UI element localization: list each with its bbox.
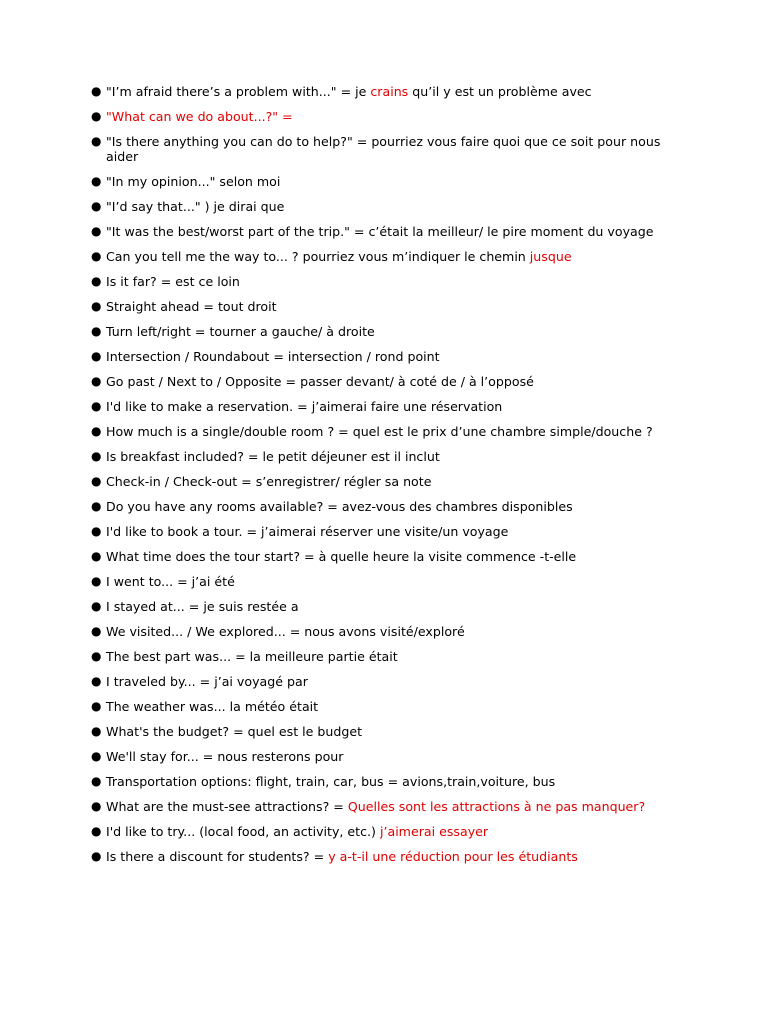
phrase-text: [106, 574, 691, 589]
phrase-text: [106, 374, 691, 389]
bullet-icon: ●: [91, 674, 102, 688]
phrase-text: [106, 499, 691, 514]
text-segment: Turn left/right = tourner a gauche/ à droite: [106, 324, 375, 339]
text-segment: "Is there anything you can do to help?" = pourriez vous faire quoi que ce soit pour nous aider: [106, 134, 661, 164]
bullet-icon: ●: [91, 399, 102, 413]
list-item: [91, 774, 691, 789]
text-segment: Check-in / Check-out = s’enregistrer/ régler sa note: [106, 474, 432, 489]
list-item: [91, 84, 691, 99]
phrase-text: [106, 624, 691, 639]
text-segment: Do you have any rooms available? = avez-vous des chambres disponibles: [106, 499, 573, 514]
list-item: [91, 134, 691, 164]
phrase-text: [106, 134, 691, 164]
phrase-text: [106, 799, 691, 814]
list-item: [91, 674, 691, 689]
list-item: [91, 224, 691, 239]
phrase-text: [106, 249, 691, 264]
phrase-list: [91, 84, 691, 874]
text-segment: I'd like to make a reservation. = j’aimerai faire une réservation: [106, 399, 503, 414]
bullet-icon: ●: [91, 424, 102, 438]
text-segment: What time does the tour start? = à quelle heure la visite commence -t-elle: [106, 549, 577, 564]
phrase-text: [106, 849, 691, 864]
bullet-icon: ●: [91, 824, 102, 838]
bullet-icon: ●: [91, 109, 102, 123]
bullet-icon: ●: [91, 524, 102, 538]
bullet-icon: ●: [91, 299, 102, 313]
list-item: [91, 749, 691, 764]
text-segment: How much is a single/double room ? = quel est le prix d’une chambre simple/douche ?: [106, 424, 653, 439]
list-item: [91, 474, 691, 489]
list-item: [91, 699, 691, 714]
bullet-icon: ●: [91, 374, 102, 388]
bullet-icon: ●: [91, 574, 102, 588]
text-segment: Transportation options: flight, train, car, bus = avions,train,voiture, bus: [106, 774, 556, 789]
list-item: [91, 109, 691, 124]
highlighted-segment: crains: [370, 84, 409, 99]
list-item: [91, 599, 691, 614]
phrase-text: [106, 774, 691, 789]
bullet-icon: ●: [91, 724, 102, 738]
text-segment: "I’m afraid there’s a problem with..." = je: [106, 84, 371, 99]
list-item: [91, 299, 691, 314]
phrase-text: [106, 349, 691, 364]
text-segment: The best part was... = la meilleure partie était: [106, 649, 398, 664]
bullet-icon: ●: [91, 799, 102, 813]
text-segment: Intersection / Roundabout = intersection / rond point: [106, 349, 440, 364]
list-item: [91, 499, 691, 514]
bullet-icon: ●: [91, 849, 102, 863]
text-segment: qu’il y est un problème avec: [408, 84, 592, 99]
highlighted-segment: "What can we do about...?" =: [106, 109, 293, 124]
bullet-icon: ●: [91, 84, 102, 98]
bullet-icon: ●: [91, 199, 102, 213]
phrase-text: [106, 599, 691, 614]
list-item: [91, 724, 691, 739]
text-segment: I'd like to try... (local food, an activity, etc.): [106, 824, 380, 839]
list-item: [91, 624, 691, 639]
text-segment: Straight ahead = tout droit: [106, 299, 277, 314]
highlighted-segment: jusque: [529, 249, 572, 264]
phrase-text: [106, 324, 691, 339]
phrase-text: [106, 199, 691, 214]
list-item: [91, 274, 691, 289]
list-item: [91, 574, 691, 589]
list-item: [91, 549, 691, 564]
text-segment: Can you tell me the way to... ? pourriez vous m’indiquer le chemin: [106, 249, 530, 264]
bullet-icon: ●: [91, 449, 102, 463]
phrase-text: [106, 474, 691, 489]
bullet-icon: ●: [91, 624, 102, 638]
phrase-text: [106, 699, 691, 714]
text-segment: "I’d say that..." ) je dirai que: [106, 199, 285, 214]
text-segment: What are the must-see attractions? =: [106, 799, 348, 814]
bullet-icon: ●: [91, 249, 102, 263]
phrase-text: [106, 724, 691, 739]
text-segment: What's the budget? = quel est le budget: [106, 724, 363, 739]
phrase-text: [106, 449, 691, 464]
phrase-text: [106, 274, 691, 289]
list-item: [91, 374, 691, 389]
list-item: [91, 799, 691, 814]
text-segment: Is it far? = est ce loin: [106, 274, 240, 289]
text-segment: Is breakfast included? = le petit déjeuner est il inclut: [106, 449, 440, 464]
bullet-icon: ●: [91, 599, 102, 613]
list-item: [91, 174, 691, 189]
list-item: [91, 349, 691, 364]
list-item: [91, 524, 691, 539]
highlighted-segment: Quelles sont les attractions à ne pas manquer?: [347, 799, 646, 814]
bullet-icon: ●: [91, 274, 102, 288]
list-item: [91, 649, 691, 664]
phrase-text: [106, 84, 691, 99]
text-segment: The weather was... la météo était: [106, 699, 319, 714]
phrase-text: [106, 824, 691, 839]
text-segment: Is there a discount for students? =: [106, 849, 329, 864]
list-item: [91, 824, 691, 839]
highlighted-segment: y a-t-il une réduction pour les étudiants: [328, 849, 578, 864]
text-segment: We'll stay for... = nous resterons pour: [106, 749, 344, 764]
text-segment: "It was the best/worst part of the trip." = c’était la meilleur/ le pire moment du voyage: [106, 224, 654, 239]
list-item: [91, 399, 691, 414]
bullet-icon: ●: [91, 174, 102, 188]
bullet-icon: ●: [91, 349, 102, 363]
phrase-text: [106, 649, 691, 664]
phrase-text: [106, 524, 691, 539]
phrase-text: [106, 749, 691, 764]
phrase-text: [106, 224, 691, 239]
phrase-text: [106, 549, 691, 564]
text-segment: We visited... / We explored... = nous avons visité/exploré: [106, 624, 465, 639]
bullet-icon: ●: [91, 649, 102, 663]
bullet-icon: ●: [91, 224, 102, 238]
bullet-icon: ●: [91, 699, 102, 713]
list-item: [91, 849, 691, 864]
list-item: [91, 449, 691, 464]
list-item: [91, 199, 691, 214]
phrase-text: [106, 424, 691, 439]
bullet-icon: ●: [91, 474, 102, 488]
phrase-text: [106, 399, 691, 414]
list-item: [91, 249, 691, 264]
bullet-icon: ●: [91, 549, 102, 563]
text-segment: I traveled by... = j’ai voyagé par: [106, 674, 308, 689]
list-item: [91, 324, 691, 339]
text-segment: I went to... = j’ai été: [106, 574, 235, 589]
list-item: [91, 424, 691, 439]
bullet-icon: ●: [91, 134, 102, 148]
phrase-text: [106, 674, 691, 689]
text-segment: I'd like to book a tour. = j’aimerai réserver une visite/un voyage: [106, 524, 509, 539]
phrase-text: [106, 299, 691, 314]
text-segment: I stayed at... = je suis restée a: [106, 599, 299, 614]
phrase-text: [106, 174, 691, 189]
text-segment: "In my opinion..." selon moi: [106, 174, 281, 189]
bullet-icon: ●: [91, 499, 102, 513]
bullet-icon: ●: [91, 749, 102, 763]
text-segment: Go past / Next to / Opposite = passer devant/ à coté de / à l’opposé: [106, 374, 534, 389]
highlighted-segment: j’aimerai essayer: [379, 824, 489, 839]
phrase-text: [106, 109, 691, 124]
bullet-icon: ●: [91, 324, 102, 338]
bullet-icon: ●: [91, 774, 102, 788]
